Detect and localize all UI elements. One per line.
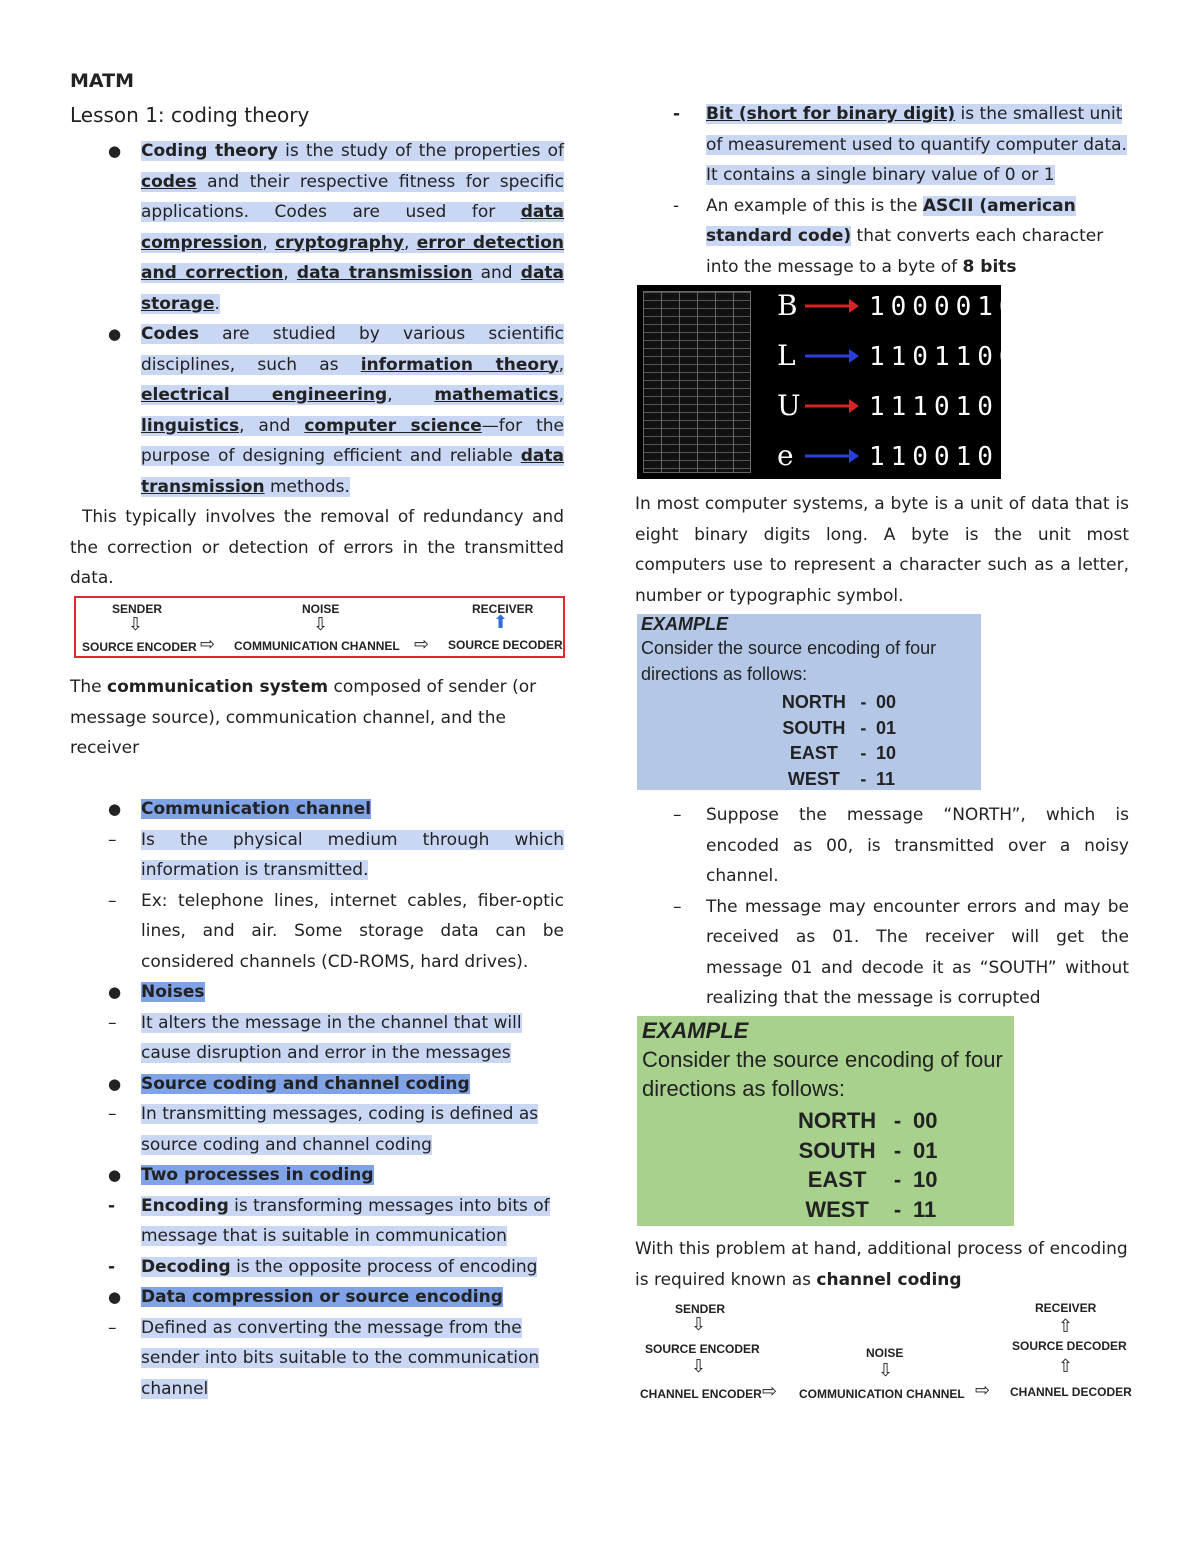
direction-label: WEST: [805, 1196, 869, 1222]
up-arrow-icon: ⇧: [1058, 1316, 1074, 1337]
dash-icon: –: [108, 1317, 117, 1338]
byte-paragraph: In most computer systems, a byte is a unit of data that is eight binary digits long. A byte is the unit most computers use to represent a character such as a letter, number or typographic symbol.: [635, 494, 1129, 606]
source-channel-coding-definition: In transmitting messages, coding is defined as source coding and channel coding: [141, 1104, 539, 1155]
term-error-detection: error detection and correction: [141, 232, 565, 283]
data-compression-definition: Defined as converting the message from the sender into bits suitable to the communication channel: [141, 1317, 540, 1399]
example-heading: EXAMPLE: [641, 614, 729, 634]
up-arrow-icon: ⇧: [1058, 1356, 1074, 1377]
separator: -: [893, 1108, 902, 1133]
term-data-transmission: data transmission: [141, 446, 564, 497]
code-value: 01: [875, 717, 897, 738]
term-codes: Codes: [141, 324, 199, 344]
text: and their respective fitness for specific applications. Codes are used for: [141, 171, 564, 222]
source-encoder-label: SOURCE ENCODER: [645, 1342, 760, 1356]
ascii-image: [637, 285, 1021, 479]
dash-icon: –: [108, 1104, 117, 1124]
term-bit: Bit (short for binary digit): [706, 104, 956, 124]
data-compression-heading: Data compression or source encoding: [141, 1287, 503, 1307]
receiver-label: RECEIVER: [472, 602, 534, 616]
codes-paragraph: [108, 319, 564, 502]
example-line-2: directions as follows:: [641, 664, 808, 684]
text: ,: [404, 232, 417, 253]
mapping-arrow-head: [849, 399, 859, 413]
text: —for the purpose of designing efficient and reliable: [141, 415, 564, 466]
left-column: [108, 136, 565, 502]
example-encoding-table: [792, 1106, 937, 1224]
source-decoder-label: SOURCE DECODER: [1012, 1339, 1127, 1353]
lesson-title: Lesson 1: coding theory: [70, 103, 310, 127]
ascii-character: U: [777, 389, 801, 422]
communication-channel-definition: Is the physical medium through which information is transmitted.: [141, 829, 564, 880]
decoding-definition: is the opposite process of encoding: [230, 1256, 538, 1277]
term-ascii: ASCII (american standard code): [706, 195, 1076, 246]
direction-label: NORTH: [781, 692, 846, 712]
source-encoder-label: SOURCE ENCODER: [82, 640, 197, 654]
communication-channel-label: COMMUNICATION CHANNEL: [799, 1387, 965, 1401]
communication-channel-examples: Ex: telephone lines, internet cables, fiber-optic lines, and air. Some storage data can be considered channels (CD-ROMS, hard drives).: [141, 890, 564, 972]
text: .: [214, 293, 220, 314]
sections-list: [108, 794, 564, 1404]
noise-label: NOISE: [302, 602, 340, 616]
text: ,: [262, 232, 276, 253]
encoding-row: [777, 690, 896, 716]
source-decoder-label: SOURCE DECODER: [448, 638, 563, 652]
ascii-mapping-svg: [637, 285, 1021, 479]
text: methods.: [264, 476, 350, 497]
ascii-binary-code: 1000010: [869, 292, 1021, 322]
ascii-character: e: [777, 439, 794, 472]
mapping-arrow-head: [849, 449, 859, 463]
right-arrow-icon: ⇨: [414, 634, 430, 655]
sender-label: SENDER: [675, 1302, 726, 1316]
code-value: 11: [912, 1196, 937, 1222]
down-arrow-icon: ⇩: [691, 1314, 707, 1335]
down-arrow-icon: ⇩: [128, 614, 144, 635]
separator: -: [860, 692, 867, 712]
dash-icon: -: [673, 104, 681, 124]
term-8-bits: 8 bits: [962, 256, 1017, 277]
text: The: [70, 677, 108, 697]
term-data-storage: data storage: [141, 263, 565, 314]
term-codes: codes: [141, 171, 197, 192]
separator: -: [860, 743, 867, 763]
text: that converts each character into the message to a byte of: [706, 226, 1104, 277]
coding-theory-paragraph: [108, 136, 565, 319]
text: are studied by various scientific disciplines, such as: [141, 324, 564, 375]
channel-decoder-label: CHANNEL DECODER: [1010, 1385, 1132, 1399]
example-line-1: Consider the source encoding of four: [641, 638, 937, 658]
text: ,: [387, 385, 435, 405]
redundancy-paragraph: This typically involves the removal of redundancy and the correction or detection of errors in the transmitted data.: [70, 507, 564, 588]
example-line-2: directions as follows:: [642, 1076, 845, 1101]
right-arrow-icon: ⇨: [200, 634, 216, 655]
down-arrow-icon: ⇩: [691, 1356, 707, 1377]
ascii-character: B: [777, 289, 798, 322]
example-encoding-table: [777, 690, 896, 792]
code-value: 10: [912, 1167, 938, 1192]
dash-icon: -: [108, 1256, 116, 1277]
text: is the study of the properties of: [277, 141, 564, 161]
term-encoding: Encoding: [141, 1195, 229, 1216]
text: ,: [283, 263, 297, 283]
encoding-row: [777, 741, 896, 767]
ascii-binary-code: 1110101: [869, 392, 1021, 422]
up-arrow-icon: ⬆: [493, 612, 509, 633]
code-value: 11: [875, 768, 896, 789]
right-arrow-icon: ⇨: [975, 1380, 991, 1401]
channel-coding-paragraph: [635, 1234, 1129, 1295]
text: , and: [239, 415, 305, 436]
ascii-character: L: [777, 339, 796, 372]
ascii-binary-code: 1100101: [869, 442, 1021, 472]
code-value: 10: [875, 743, 897, 763]
term-information-theory: information theory: [360, 354, 559, 375]
example-line-1: Consider the source encoding of four: [642, 1047, 1003, 1072]
noises-definition: It alters the message in the channel that will cause disruption and error in the messages: [141, 1012, 522, 1063]
term-coding-theory: Coding theory: [141, 141, 278, 161]
dash-icon: –: [673, 896, 682, 917]
bullet-icon: ●: [108, 1288, 122, 1306]
encoding-row: [792, 1165, 937, 1195]
encoding-row: [792, 1106, 937, 1136]
bullet-icon: ●: [108, 800, 122, 818]
dash-icon: -: [108, 1195, 116, 1216]
channel-encoder-label: CHANNEL ENCODER: [640, 1387, 762, 1401]
term-electrical-engineering: electrical engineering: [141, 385, 388, 405]
two-processes-heading: Two processes in coding: [141, 1165, 374, 1185]
separator: -: [893, 1167, 902, 1192]
communication-system-paragraph: [70, 672, 564, 764]
encoding-row: [777, 716, 896, 742]
term-communication-system: communication system: [107, 677, 329, 697]
mapping-arrow-head: [849, 299, 859, 313]
bullet-icon: ●: [108, 983, 122, 1001]
direction-label: SOUTH: [798, 1137, 876, 1163]
separator: -: [860, 768, 867, 789]
dash-icon: –: [108, 829, 117, 850]
right-arrow-icon: ⇨: [762, 1381, 778, 1402]
bit-definition: is the smallest unit of measurement used to quantify computer data. It contains a single binary value of 0 or 1: [706, 104, 1127, 185]
dash-icon: –: [673, 805, 682, 825]
down-arrow-icon: ⇩: [878, 1360, 894, 1381]
bullet-icon: ●: [108, 1166, 122, 1184]
direction-label: SOUTH: [782, 717, 846, 738]
communication-diagram: [74, 596, 565, 658]
separator: -: [893, 1137, 902, 1163]
text: composed of sender (or message source), communication channel, and the receiver: [70, 677, 537, 758]
encoding-row: [792, 1136, 937, 1166]
down-arrow-icon: ⇩: [313, 614, 329, 635]
code-value: 00: [875, 692, 897, 712]
term-mathematics: mathematics: [434, 385, 559, 405]
text: With this problem at hand, additional process of encoding is required known as: [635, 1239, 1128, 1290]
separator: -: [893, 1196, 902, 1222]
noises-heading: Noises: [141, 982, 205, 1002]
term-decoding: Decoding: [141, 1256, 231, 1277]
term-linguistics: linguistics: [141, 415, 240, 436]
doc-title: MATM: [70, 70, 135, 92]
direction-label: EAST: [807, 1167, 867, 1192]
encoding-row: [792, 1195, 937, 1225]
communication-channel-heading: Communication channel: [141, 799, 372, 819]
channel-coding-diagram: [635, 1298, 1135, 1408]
errors-text: The message may encounter errors and may be received as 01. The receiver will get the message 01 and decode it as “SOUTH” without realizing that the message is corrupted: [706, 896, 1129, 1008]
dash-icon: –: [108, 890, 117, 911]
code-value: 00: [912, 1108, 938, 1133]
encoding-row: [777, 767, 896, 793]
bullet-icon: ●: [108, 325, 122, 343]
dash-icon: –: [108, 1012, 117, 1033]
example-box-blue: [637, 614, 981, 790]
direction-label: WEST: [787, 768, 840, 789]
ascii-binary-code: 1101100: [869, 342, 1021, 372]
example-box-green: [637, 1016, 1014, 1226]
text: An example of this is the: [706, 195, 923, 216]
example-heading: EXAMPLE: [642, 1018, 749, 1043]
bullet-icon: ●: [108, 142, 122, 160]
sender-label: SENDER: [112, 602, 163, 616]
source-channel-coding-heading: Source coding and channel coding: [141, 1073, 470, 1094]
separator: -: [860, 717, 867, 738]
text: and: [472, 263, 521, 283]
right-top-list: [673, 99, 1130, 282]
term-data-transmission: data transmission: [296, 263, 473, 283]
code-value: 01: [912, 1137, 938, 1163]
encoding-definition: is transforming messages into bits of message that is suitable in communication: [141, 1195, 550, 1246]
direction-label: NORTH: [797, 1108, 877, 1133]
communication-channel-label: COMMUNICATION CHANNEL: [234, 639, 400, 653]
right-mid-list: [673, 800, 1129, 1014]
mapping-arrow-head: [849, 349, 859, 363]
text: ,: [558, 354, 564, 375]
receiver-label: RECEIVER: [1035, 1301, 1097, 1315]
term-channel-coding: channel coding: [816, 1269, 962, 1290]
text: ,: [558, 385, 564, 405]
dash-icon: -: [673, 195, 680, 216]
noise-label: NOISE: [866, 1346, 904, 1360]
term-data-compression: data compression: [141, 202, 564, 253]
term-computer-science: computer science: [304, 415, 482, 436]
term-cryptography: cryptography: [275, 232, 404, 253]
bullet-icon: ●: [108, 1074, 122, 1093]
suppose-text: Suppose the message “NORTH”, which is encoded as 00, is transmitted over a noisy channel.: [706, 805, 1129, 886]
direction-label: EAST: [789, 743, 838, 763]
